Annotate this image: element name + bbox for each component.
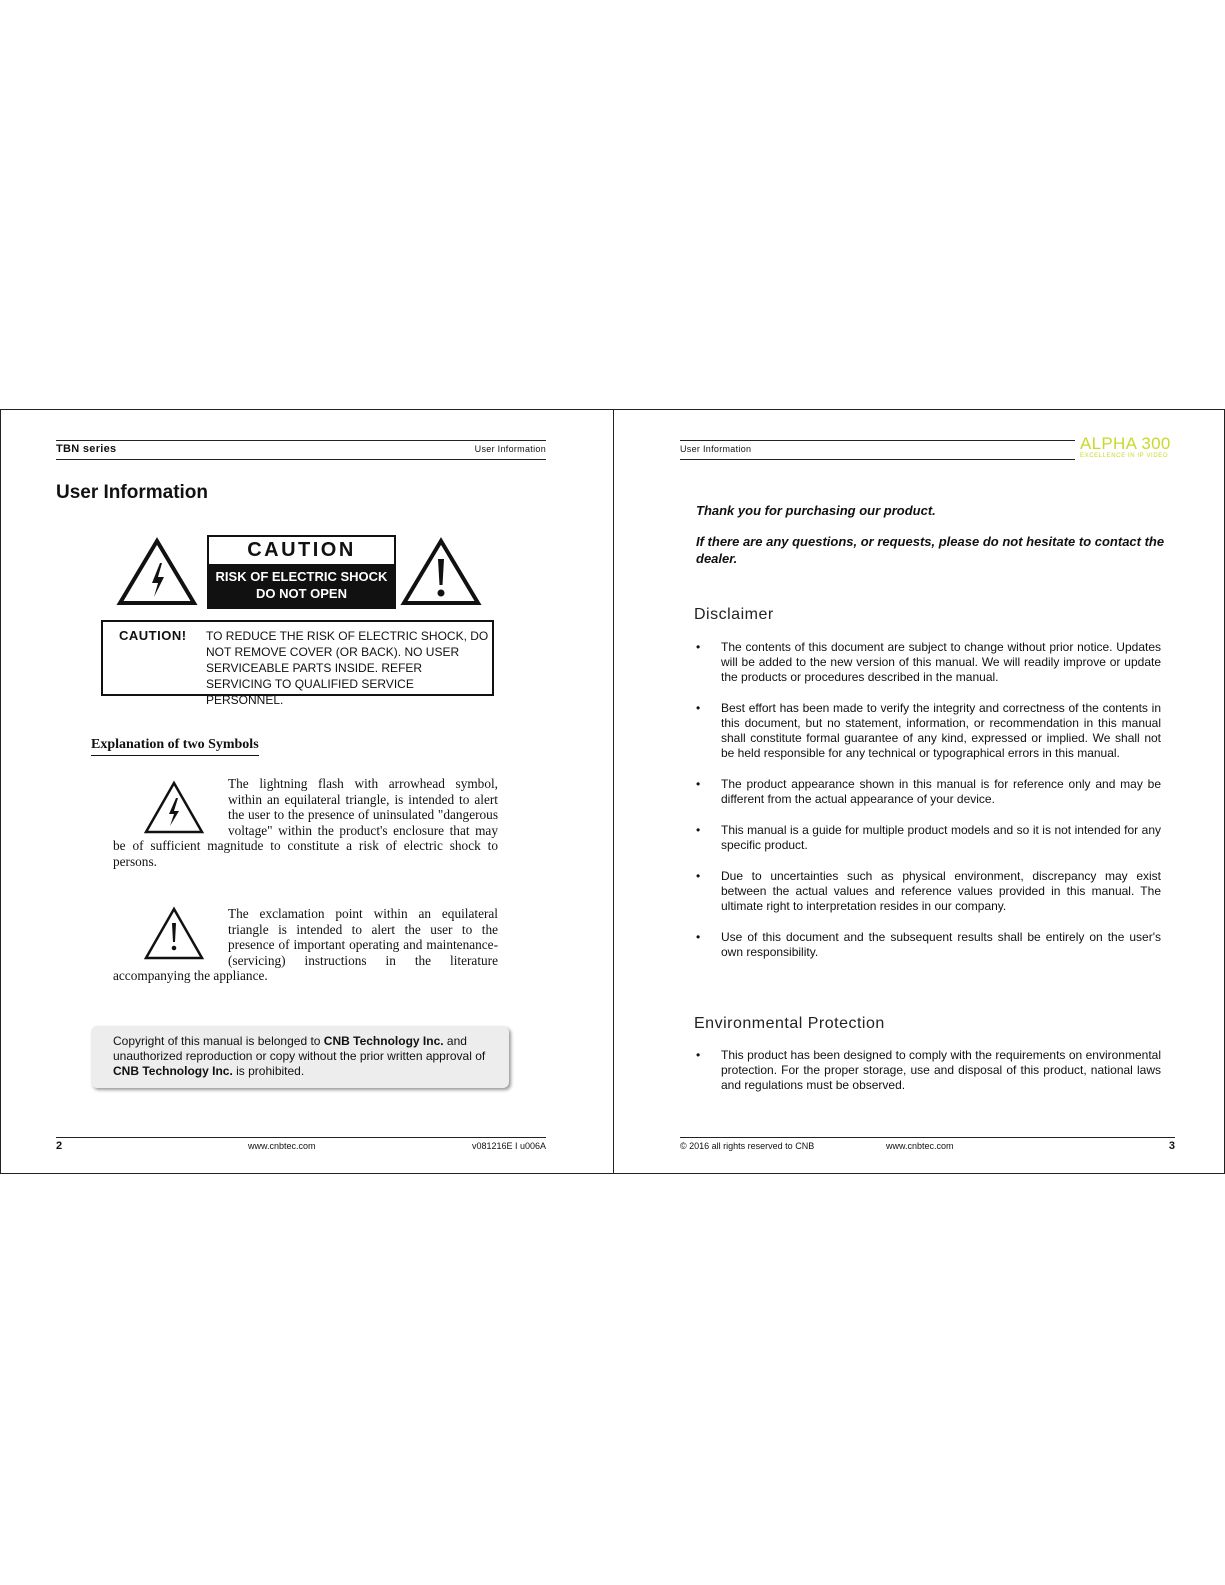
list-item: • The contents of this document are subject to change without prior notice. Updates will be added to the new version of this manual. We will readily improve or update the products or procedures described in the manual.: [696, 640, 1161, 685]
list-item: • This product has been designed to comply with the requirements on environmental protection. For the proper storage, use and disposal of this product, national laws and regulations must be observed.: [696, 1048, 1161, 1093]
footer-url: www.cnbtec.com: [886, 1141, 954, 1151]
environmental-list: [696, 1048, 1161, 1109]
copyright-box: [91, 1026, 509, 1088]
caution-notice-text: TO REDUCE THE RISK OF ELECTRIC SHOCK, DO NOT REMOVE COVER (OR BACK). NO USER SERVICEABLE PARTS INSIDE. REFER SERVICING TO QUALIFIED SERVICE PERSONNEL.: [206, 629, 489, 707]
lightning-explanation-text: The lightning flash with arrowhead symbol, within an equilateral triangle, is intended to alert the user to the presence of uninsulated "dangerous voltage" within the product's enclosure that may be of sufficient magnitude to constitute a risk of electric shock to persons.: [113, 776, 498, 869]
caution-label-box: [207, 535, 396, 609]
lightning-warning-icon: [116, 537, 198, 607]
copyright-text-3: is prohibited.: [232, 1064, 305, 1078]
company-name: CNB Technology Inc.: [323, 1034, 444, 1048]
list-item: • The product appearance shown in this manual is for reference only and may be different from the actual appearance of your device.: [696, 777, 1161, 807]
environmental-heading: Environmental Protection: [694, 1015, 885, 1032]
list-item: • Due to uncertainties such as physical environment, discrepancy may exist between the actual values and reference values provided in this manual. The ultimate right to interpretation resides in our company.: [696, 869, 1161, 914]
page-footer: [680, 1137, 1175, 1152]
footer-version: v081216E I u006A: [471, 1141, 546, 1151]
contact-line: If there are any questions, or requests, please do not hesitate to contact the dealer.: [696, 534, 1165, 566]
page-header: [680, 440, 1075, 460]
company-name-2: CNB Technology Inc.: [113, 1064, 233, 1078]
lightning-icon-wrap: [113, 776, 228, 838]
exclamation-explanation-text: The exclamation point within an equilateral triangle is intended to alert the user to the presence of important operating and maintenance-(servicing) instructions in the literature accompanying the appliance.: [113, 906, 498, 983]
exclamation-warning-icon: [400, 537, 482, 607]
list-item: • This manual is a guide for multiple product models and so it is not intended for any specific product.: [696, 823, 1161, 853]
caution-heading: CAUTION: [247, 539, 356, 561]
exclamation-icon-wrap: [113, 906, 228, 968]
page-title: User Information: [56, 482, 209, 503]
do-not-open-line: DO NOT OPEN: [255, 586, 347, 601]
caution-notice-label: CAUTION!: [119, 628, 187, 643]
lightning-explanation: [113, 776, 498, 869]
thanks-line: Thank you for purchasing our product.: [696, 503, 936, 518]
caution-subtext: [209, 564, 394, 607]
page-footer: [56, 1137, 546, 1152]
series-name: TBN series: [56, 443, 117, 455]
copyright-text: Copyright of this manual is belonged to: [113, 1034, 324, 1048]
lightning-icon: [143, 780, 205, 836]
shock-warning-line: RISK OF ELECTRIC SHOCK: [215, 569, 388, 584]
copyright-text-2: and unauthorized reproduction or copy without the prior written approval of: [113, 1034, 486, 1063]
exclamation-explanation: [113, 906, 498, 984]
right-page: [614, 410, 1224, 1173]
logo-tagline: EXCELLENCE IN IP VIDEO: [1080, 453, 1169, 459]
page-number: 3: [1168, 1140, 1175, 1152]
page-number: 2: [56, 1140, 63, 1152]
thank-you-message: [696, 502, 1166, 581]
left-page: [1, 410, 614, 1173]
logo-title: ALPHA 300: [1080, 434, 1171, 453]
disclaimer-heading: Disclaimer: [694, 606, 774, 623]
symbols-heading: Explanation of two Symbols: [91, 737, 259, 756]
brand-logo: [1080, 434, 1210, 459]
list-item: • Use of this document and the subsequent results shall be entirely on the user's own responsibility.: [696, 930, 1161, 960]
section-name: User Information: [474, 444, 546, 454]
disclaimer-list: [696, 640, 1161, 976]
section-name: User Information: [680, 444, 752, 454]
list-item: • Best effort has been made to verify the integrity and correctness of the contents in this document, but no statement, information, or recommendation in this manual shall constitute formal guarantee of any kind, expressed or implied. We shall not be held responsible for any technical or typographical errors in this manual.: [696, 701, 1161, 761]
footer-url: www.cnbtec.com: [248, 1141, 316, 1151]
caution-sign: [116, 535, 486, 610]
footer-copyright: © 2016 all rights reserved to CNB: [680, 1141, 815, 1151]
page-header: [56, 440, 546, 460]
manual-spread: [0, 409, 1225, 1174]
exclamation-icon: [143, 906, 205, 962]
caution-notice: [101, 620, 494, 707]
